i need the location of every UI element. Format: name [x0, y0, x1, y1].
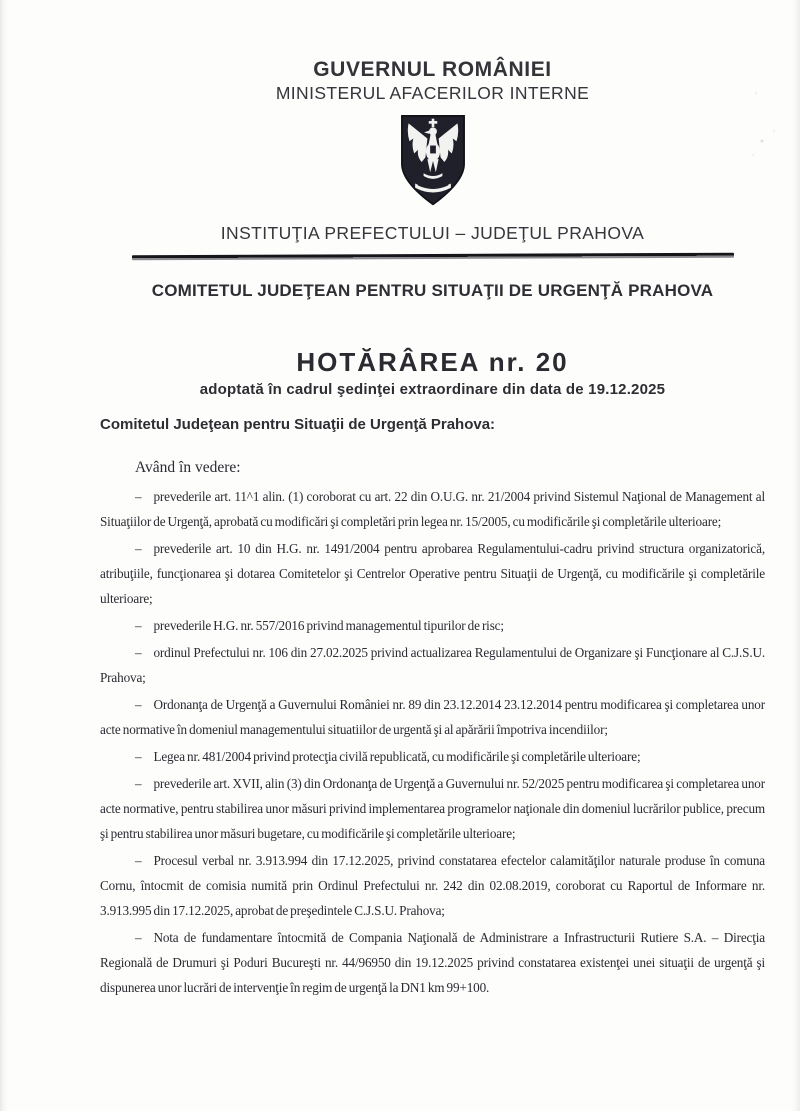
consideration-item — [100, 613, 765, 638]
consideration-text: prevederile art. 11^1 alin. (1) coroborat cu art. 22 din O.U.G. nr. 21/2004 privind Sistemul Naţional de Management al Situaţiilor de Urgenţă, aprobată cu modificări şi completări prin legea nr. 15/2005, cu modificările şi completările ulterioare; — [100, 489, 765, 529]
romania-coat-of-arms-icon — [394, 114, 472, 208]
bullet-dash: – — [135, 853, 142, 868]
bullet-dash: – — [135, 541, 142, 556]
consideration-item — [100, 925, 765, 1000]
committee-title: COMITETUL JUDEŢEAN PENTRU SITUAŢII DE URGENŢĂ PRAHOVA — [151, 281, 714, 300]
consideration-item — [100, 692, 765, 742]
considerations-list — [100, 484, 765, 1000]
government-title: GUVERNUL ROMÂNIEI — [313, 58, 552, 81]
bullet-dash: – — [135, 489, 142, 504]
bullet-dash: – — [135, 645, 142, 660]
bullet-dash: – — [135, 618, 142, 633]
consideration-text: Nota de fundamentare întocmită de Compania Naţională de Administrare a Infrastructurii Rutiere S.A. – Direcţia Regională de Drumuri şi Poduri Bucureşti nr. 44/96950 din 19.12.2025 privind constatarea existenţei unei situaţii de urgenţă şi dispunerea unor lucrări de intervenţie în regim de urgenţă la DN1 km 99+100. — [100, 930, 765, 995]
consideration-item — [100, 771, 765, 846]
decision-addressee: Comitetul Judeţean pentru Situaţii de Urgenţă Prahova: — [100, 416, 496, 433]
consideration-item — [100, 848, 765, 923]
consideration-text: prevederile art. 10 din H.G. nr. 1491/2004 pentru aprobarea Regulamentului-cadru privind structura organizatorică, atribuţiile, funcţionarea şi dotarea Comitetelor şi Centrelor Operative pentru Situaţii de Urgenţă, cu modificările şi completările ulterioare; — [100, 541, 765, 606]
consideration-item — [100, 484, 765, 534]
consideration-item — [100, 744, 765, 769]
decision-title: HOTĂRÂREA nr. 20 — [296, 347, 569, 377]
bullet-dash: – — [135, 697, 142, 712]
consideration-text: Procesul verbal nr. 3.913.994 din 17.12.2025, privind constatarea efectelor calamităţilor naturale produse în comuna Cornu, întocmit de comisia numită prin Ordinul Prefectului nr. 242 din 02.08.2019, coroborat cu Raportul de Informare nr. 3.913.995 din 17.12.2025, aprobat de preşedintele C.J.S.U. Prahova; — [100, 853, 765, 918]
consideration-text: prevederile art. XVII, alin (3) din Ordonanţa de Urgenţă a Guvernului nr. 52/2025 pentru modificarea şi completarea unor acte normative, pentru stabilirea unor măsuri privind implementarea programelor naţionale din domeniul lucrărilor publice, precum şi pentru stabilirea unor măsuri bugetare, cu modificările şi completările ulterioare; — [100, 776, 765, 841]
bullet-dash: – — [135, 776, 142, 791]
divider-line — [131, 253, 733, 261]
consideration-text: prevederile H.G. nr. 557/2016 privind managementul tipurilor de risc; — [153, 618, 504, 633]
consideration-item — [100, 536, 765, 611]
bullet-dash: – — [135, 930, 142, 945]
institution-title: INSTITUŢIA PREFECTULUI – JUDEŢUL PRAHOVA — [220, 223, 645, 243]
consideration-text: Ordonanţa de Urgenţă a Guvernului României nr. 89 din 23.12.2014 23.12.2014 pentru modificarea şi completarea unor acte normative în domeniul managementului situatiilor de urgentă şi al apărării împotriva incendiilor; — [100, 697, 765, 737]
consideration-text: Legea nr. 481/2004 privind protecţia civilă republicată, cu modificările şi completările ulterioare; — [153, 749, 641, 764]
ministry-title: MINISTERUL AFACERILOR INTERNE — [275, 83, 590, 103]
coat-of-arms-container — [100, 114, 765, 213]
decision-subtitle: adoptată în cadrul şedinţei extraordinare din data de 19.12.2025 — [199, 381, 666, 398]
bullet-dash: – — [135, 749, 142, 764]
consideration-item — [100, 640, 765, 690]
consideration-text: ordinul Prefectului nr. 106 din 27.02.2025 privind actualizarea Regulamentului de Organizare şi Funcţionare al C.J.S.U. Prahova; — [100, 645, 765, 685]
preamble-heading: Având în vedere: — [135, 459, 241, 476]
